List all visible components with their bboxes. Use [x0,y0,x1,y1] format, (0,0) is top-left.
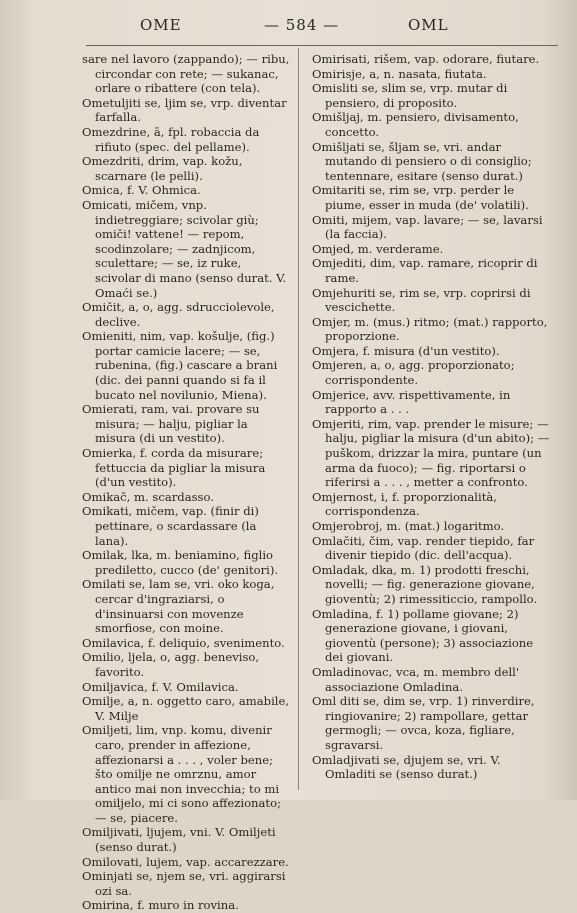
dictionary-entry: Omiljavica, f. V. Omilavica. [82,679,239,694]
dictionary-entry: Omjerice, avv. rispettivamente, in rapporto a . . . [312,387,511,417]
dictionary-entry: Omjed, m. verderame. [312,241,444,256]
dictionary-entry: Omica, f. V. Ohmica. [82,183,201,198]
dictionary-entry: Omilavica, f. deliquio, svenimento. [82,635,285,650]
page-header [0,16,577,40]
dictionary-entry: Omitariti se, rim se, vrp. perder le piume, esser in muda (de' volatili). [312,183,529,212]
right-column [312,52,554,782]
dictionary-entry: Omjer, m. (mus.) ritmo; (mat.) rapporto, proporzione. [312,314,548,344]
header-rule [86,45,558,46]
dictionary-entry: Omladinovac, vca, m. membro dell' associazione Omladina. [312,664,520,694]
dictionary-entry: Omladak, dka, m. 1) prodotti freschi, novelli; — fig. generazione giovane, gioventù; 2) rimessiticcio, rampollo. [312,562,538,606]
dictionary-entry: Omezdriti, drim, vap. kožu, scarnare (le pelli). [82,154,243,183]
dictionary-entry: Omikač, m. scardasso. [82,489,214,504]
dictionary-entry: Omjeren, a, o, agg. proporzionato; corrispondente. [312,358,515,388]
dictionary-entry: Omierka, f. corda da misurare; fettuccia da pigliar la misura (d'un vestito). [82,446,266,490]
dictionary-entry: Omjera, f. misura (d'un vestito). [312,343,500,358]
dictionary-entry: Omjerobroj, m. (mat.) logaritmo. [312,519,505,533]
dictionary-entry: Ominjati se, njem se, vri. aggirarsi ozi sa. [82,869,286,898]
dictionary-entry: Omičit, a, o, agg. sdrucciolevole, declive. [82,300,275,329]
dictionary-entry: Omieniti, nim, vap. košulje, (fig.) portar camicie lacere; — se, rubenina, (fig.) cascare a brani (dic. dei panni quando si fa il bucato nel novilunio, Miena). [82,329,278,402]
dictionary-entry: Omilati se, lam se, vri. oko koga, cercar d'ingraziarsi, o d'insinuarsi con movenze smorfiose, con moine. [82,577,275,636]
dictionary-entry: Omicati, mičem, vnp. indietreggiare; scivolar giù; omiči! vattene! — repom, scodinzolare; — zadnjicom, sculettare; — se, iz ruke, scivolar di mano (senso durat. V. Omaći se.) [82,197,287,300]
dictionary-entry: Omiljeti, lim, vnp. komu, divenir caro, prender in affezione, affezionarsi a . . . , voler bene; što omilje ne omrznu, amor antico mai non invecchia; to mi omiljelo, mi ci sono affezionato; — se, piacere. [82,723,281,825]
dictionary-entry: Omilje, a, n. oggetto caro, amabile, V. Milje [82,694,290,723]
dictionary-entry: Omladina, f. 1) pollame giovane; 2) generazione giovane, i giovani, gioventù (persone); 3) associazione dei giovani. [312,606,534,665]
dictionary-entry: Oml diti se, dim se, vrp. 1) rinverdire, ringiovanire; 2) rampollare, gettar germogli; — ovca, koza, figliare, sgravarsi. [312,694,535,752]
dictionary-entry: Omierati, ram, vai. provare su misura; — halju, pigliar la misura (di un vestito). [82,402,260,446]
dictionary-entry: Omikati, mičem, vap. (finir di) pettinare, o scardassare (la lana). [82,504,259,548]
dictionary-entry: Omirina, f. muro in rovina. [82,898,239,913]
dictionary-entry: Ometuljiti se, ljim se, vrp. diventar farfalla. [82,95,287,125]
page-number: — 584 — [264,16,340,34]
dictionary-entry: Omirisati, rišem, vap. odorare, fiutare. [312,52,540,66]
dictionary-entry: Omlačiti, čim, vap. render tiepido, far divenir tiepido (dic. dell'acqua). [312,533,535,563]
dictionary-entry: Omilak, lka, m. beniamino, figlio prediletto, cucco (de' genitori). [82,548,279,577]
dictionary-entry: Omjernost, i, f. proporzionalità, corrispondenza. [312,489,497,519]
dictionary-entry: Omilovati, lujem, vap. accarezzare. [82,854,289,869]
right-guide-word: OML [408,16,449,34]
dictionary-entry: Omjehuriti se, rim se, vrp. coprirsi di vescichette. [312,285,531,315]
dictionary-entry: Omilio, ljela, o, agg. beneviso, favorito. [82,650,260,679]
dictionary-entry: Omišljati se, šljam se, vri. andar mutando di pensiero o di consiglio; tentennare, esitare (senso durat.) [312,139,532,183]
left-guide-word: OME [140,16,182,34]
dictionary-entry: Omisliti se, slim se, vrp. mutar di pensiero, di proposito. [312,81,508,110]
dictionary-entry: Omezdrine, ā, fpl. robaccia da rifiuto (spec. del pellame). [82,124,260,154]
dictionary-entry: Omiti, mijem, vap. lavare; — se, lavarsi (la faccia). [312,212,543,242]
dictionary-entry: Omladjivati se, djujem se, vri. V. Omladiti se (senso durat.) [312,752,501,782]
dictionary-entry: Omjediti, dim, vap. ramare, ricoprir di rame. [312,256,538,285]
dictionary-entry: Omirisje, a, n. nasata, fiutata. [312,66,487,81]
dictionary-entry: Omišljaj, m. pensiero, divisamento, concetto. [312,110,519,139]
dictionary-entry: sare nel lavoro (zappando); — ribu, circondar con rete; — sukanac, orlare o ribattere (con tela). [82,52,290,96]
left-column [82,52,290,913]
dictionary-entry: Omjeriti, rim, vap. prender le misure; — halju, pigliar la misura (d'un abito); — puškom, drizzar la mira, puntare (un arma da fuoco); — fig. riportarsi o riferirsi a . . . , metter a confronto. [312,416,550,490]
dictionary-entry: Omiljivati, ljujem, vni. V. Omiljeti (senso durat.) [82,825,276,855]
column-divider [298,48,299,790]
